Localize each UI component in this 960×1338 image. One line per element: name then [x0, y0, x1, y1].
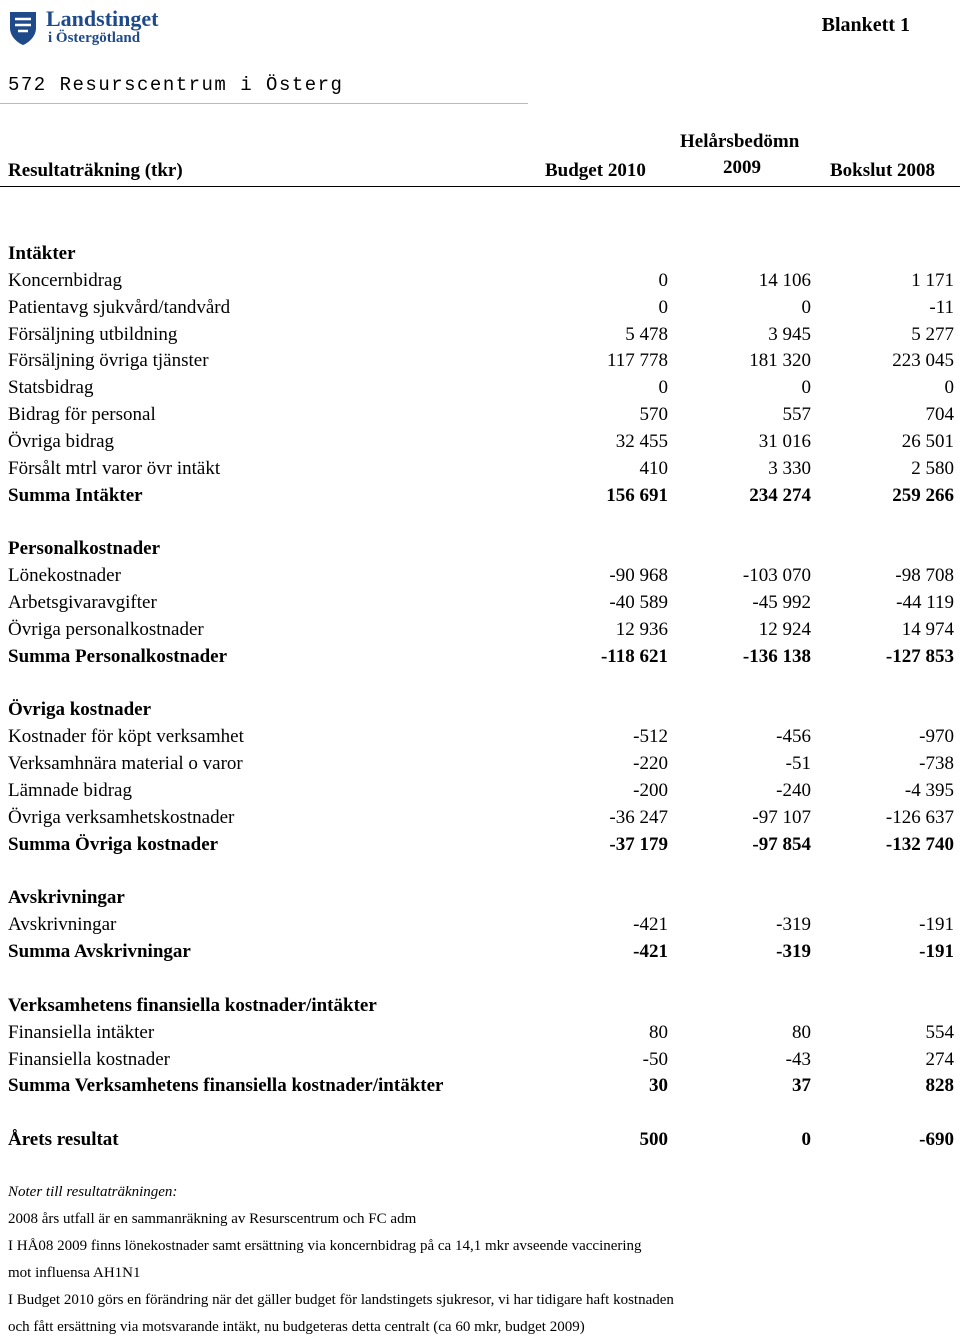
- row-label: Övriga personalkostnader: [8, 618, 204, 640]
- logo-emblem-icon: [8, 10, 38, 46]
- row-label: Summa Avskrivningar: [8, 941, 191, 963]
- cell-actual: 0: [944, 377, 954, 399]
- cell-forecast: 181 320: [749, 350, 811, 372]
- row-label: Finansiella intäkter: [8, 1021, 155, 1043]
- table-row: [0, 374, 960, 401]
- table-row: [0, 267, 960, 294]
- cell-actual: 26 501: [901, 430, 954, 452]
- row-label: Summa Övriga kostnader: [8, 833, 219, 855]
- cell-actual: -44 119: [896, 592, 954, 614]
- cell-budget: -40 589: [609, 592, 668, 614]
- cell-forecast: -51: [785, 753, 811, 775]
- table-row: [0, 589, 960, 616]
- table-row: [0, 401, 960, 428]
- cell-actual: -127 853: [885, 645, 954, 667]
- cell-actual: -126 637: [885, 806, 954, 828]
- cell-forecast: -240: [776, 780, 811, 801]
- row-label: Summa Intäkter: [8, 484, 143, 506]
- row-label: Personalkostnader: [8, 538, 160, 560]
- row-label: Intäkter: [8, 243, 76, 264]
- note-line: I Budget 2010 görs en förändring när det gäller budget för landstingets sjukresor, vi har tidigare haft kostnaden: [8, 1292, 674, 1308]
- cell-forecast: -97 107: [752, 806, 811, 828]
- note-line: mot influensa AH1N1: [8, 1265, 141, 1281]
- cell-budget: 0: [658, 269, 668, 291]
- row-label: Kostnader för köpt verksamhet: [8, 726, 244, 748]
- cell-forecast: 0: [801, 377, 811, 399]
- cell-forecast: 14 106: [758, 269, 811, 291]
- cell-forecast: 557: [782, 404, 811, 426]
- column-header-forecast-year: 2009: [723, 157, 761, 178]
- cell-actual: -970: [919, 726, 954, 748]
- cell-forecast: 3 330: [768, 457, 811, 479]
- cell-actual: 14 974: [901, 618, 954, 640]
- row-label: Statsbidrag: [8, 377, 94, 399]
- cell-forecast: 31 016: [758, 430, 811, 452]
- cell-forecast: -43: [785, 1048, 811, 1070]
- cell-budget: -200: [633, 780, 668, 801]
- form-label: Blankett 1: [821, 14, 910, 36]
- table-row-bold: [0, 992, 960, 1019]
- cell-actual: -690: [919, 1129, 954, 1151]
- row-label: Bidrag för personal: [8, 404, 156, 426]
- table-row: [0, 616, 960, 643]
- cell-actual: -132 740: [885, 833, 954, 855]
- row-label: Övriga bidrag: [8, 430, 115, 452]
- row-label: Försäljning utbildning: [8, 323, 178, 345]
- table-row-bold: [0, 1126, 960, 1153]
- cell-actual: -191: [919, 941, 954, 963]
- cell-budget: 0: [658, 296, 668, 318]
- row-label: Övriga verksamhetskostnader: [8, 806, 235, 828]
- row-label: Årets resultat: [8, 1129, 119, 1151]
- cell-budget: 5 478: [625, 323, 668, 345]
- table-row: [0, 750, 960, 777]
- cell-forecast: 37: [792, 1075, 811, 1097]
- table-row: [0, 428, 960, 455]
- table-row: [0, 562, 960, 589]
- row-label: Patientavg sjukvård/tandvård: [8, 296, 231, 318]
- table-row-bold: [0, 535, 960, 562]
- table-row: [0, 723, 960, 750]
- note-line: och fått ersättning via motsvarande intäkt, nu budgeteras detta centralt (ca 60 mkr, budget 2009): [8, 1319, 585, 1335]
- cell-actual: 554: [925, 1021, 954, 1043]
- cell-actual: 274: [925, 1048, 954, 1070]
- row-label: Övriga kostnader: [8, 699, 152, 721]
- row-label: Finansiella kostnader: [8, 1048, 170, 1070]
- note-line: 2008 års utfall är en sammanräkning av Resurscentrum och FC adm: [8, 1211, 417, 1227]
- row-label: Summa Verksamhetens finansiella kostnader/intäkter: [8, 1075, 444, 1097]
- cell-budget: 80: [649, 1021, 668, 1043]
- cell-budget: 12 936: [615, 618, 668, 640]
- landstinget-logo: [8, 6, 188, 46]
- cell-actual: 5 277: [911, 323, 954, 345]
- table-row: [0, 777, 960, 804]
- cell-forecast: 234 274: [749, 484, 811, 506]
- cell-actual: -191: [919, 914, 954, 936]
- column-header-forecast: Helårsbedömn: [680, 131, 800, 152]
- cell-budget: 30: [649, 1075, 668, 1097]
- cell-budget: -220: [633, 753, 668, 775]
- row-label: Avskrivningar: [8, 914, 117, 936]
- table-row: [0, 1019, 960, 1046]
- logo-text-line1: Landstinget: [46, 6, 159, 31]
- table-row-bold: [0, 938, 960, 965]
- header-divider: [0, 186, 960, 187]
- cell-budget: -50: [642, 1048, 668, 1070]
- cell-forecast: -136 138: [742, 645, 811, 667]
- cell-actual: 704: [925, 404, 954, 426]
- row-label: Arbetsgivaravgifter: [8, 592, 157, 614]
- cell-forecast: 3 945: [768, 323, 811, 345]
- cell-budget: -37 179: [609, 833, 668, 855]
- row-label: Verksamhetens finansiella kostnader/intäkter: [8, 994, 377, 1016]
- cell-actual: 828: [925, 1075, 954, 1097]
- row-label: Koncernbidrag: [8, 269, 122, 291]
- row-label: Lönekostnader: [8, 565, 121, 587]
- cell-budget: 0: [658, 377, 668, 399]
- cell-actual: 1 171: [911, 269, 954, 291]
- cell-actual: -98 708: [895, 565, 954, 587]
- cell-actual: 2 580: [911, 457, 954, 479]
- cell-actual: -738: [919, 753, 954, 775]
- cell-forecast: -103 070: [742, 565, 811, 587]
- cell-actual: -4 395: [904, 780, 954, 801]
- cell-actual: 259 266: [892, 484, 954, 506]
- table-row: [0, 1046, 960, 1073]
- column-header-budget: Budget 2010: [545, 160, 646, 181]
- row-label: Försäljning övriga tjänster: [8, 350, 209, 372]
- table-row: [0, 804, 960, 831]
- cell-actual: -11: [929, 296, 954, 318]
- cell-forecast: 80: [792, 1021, 811, 1043]
- cell-budget: -118 621: [600, 645, 668, 667]
- table-row-bold: [0, 482, 960, 509]
- row-label: Lämnade bidrag: [8, 780, 132, 801]
- table-row: [0, 455, 960, 482]
- note-line: I HÅ08 2009 finns lönekostnader samt ersättning via koncernbidrag på ca 14,1 mkr avseende vaccinering: [8, 1238, 642, 1254]
- cell-budget: -421: [633, 941, 668, 963]
- unit-divider: [0, 103, 528, 104]
- statement-title: Resultaträkning (tkr): [8, 160, 183, 181]
- cell-forecast: 12 924: [758, 618, 811, 640]
- row-label: Försålt mtrl varor övr intäkt: [8, 457, 221, 479]
- row-label: Avskrivningar: [8, 887, 125, 909]
- cell-actual: 223 045: [892, 350, 954, 372]
- table-row: [0, 911, 960, 938]
- cell-budget: 32 455: [615, 430, 668, 452]
- cell-forecast: -97 854: [752, 833, 811, 855]
- cell-budget: -512: [633, 726, 668, 748]
- row-label: Verksamhnära material o varor: [8, 753, 243, 775]
- table-row-bold: [0, 884, 960, 911]
- column-header-actual: Bokslut 2008: [830, 160, 936, 181]
- table-row-bold: [0, 240, 960, 267]
- cell-budget: -36 247: [609, 806, 668, 828]
- cell-budget: 570: [639, 404, 668, 426]
- cell-budget: 410: [639, 457, 668, 479]
- cell-forecast: -319: [776, 941, 811, 963]
- unit-title: 572 Resurscentrum i Österg: [8, 74, 344, 96]
- cell-forecast: -456: [776, 726, 811, 748]
- table-row: [0, 294, 960, 321]
- row-label: Summa Personalkostnader: [8, 645, 228, 667]
- cell-forecast: 0: [801, 1129, 811, 1151]
- cell-budget: 156 691: [606, 484, 668, 506]
- table-row-bold: [0, 643, 960, 670]
- logo-text-line2: i Östergötland: [48, 30, 141, 46]
- cell-budget: -90 968: [609, 565, 668, 587]
- table-row-bold: [0, 1072, 960, 1099]
- cell-forecast: 0: [801, 296, 811, 318]
- notes-heading: Noter till resultaträkningen:: [8, 1184, 178, 1200]
- cell-forecast: -45 992: [752, 592, 811, 614]
- table-row: [0, 321, 960, 348]
- cell-budget: -421: [633, 914, 668, 936]
- table-row-bold: [0, 696, 960, 723]
- table-row-bold: [0, 831, 960, 858]
- cell-budget: 500: [639, 1129, 668, 1151]
- table-row: [0, 347, 960, 374]
- cell-budget: 117 778: [606, 350, 668, 372]
- cell-forecast: -319: [776, 914, 811, 936]
